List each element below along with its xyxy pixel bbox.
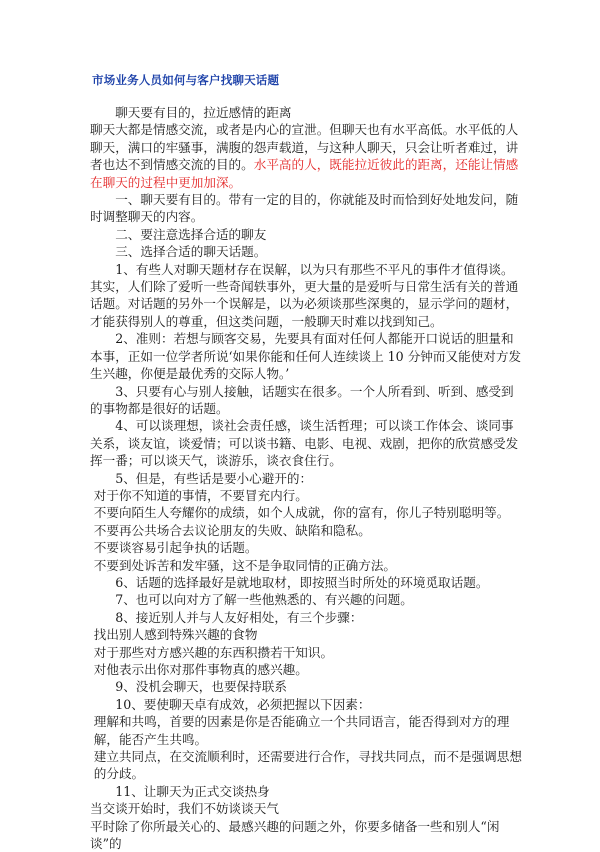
- paragraph: 5、但是，有些话是要小心避开的：: [115, 470, 313, 486]
- paragraph: 一、聊天要有目的。带有一定的目的，你就能及时而恰到好处地发问，随时调整聊天的内容。: [90, 192, 519, 225]
- paragraph: 找出别人感到特殊兴趣的食物: [93, 627, 258, 643]
- paragraph: 2、准则：若想与顾客交易，先要具有面对任何人都能开口说话的胆量和本事，正如一位学者所说‘如果你能和任何人连续谈上 10 分钟而又能使对方发生兴趣，你便是最优秀的交际人物。’: [90, 331, 522, 382]
- paragraph: 1、有些人对聊天题材存在误解，以为只有那些不平凡的事件才值得谈。其实，人们除了爱听一些奇闻轶事外，更大量的是爱听与日常生活有关的普通话题。对话题的另外一个误解是，以为必须谈那些深奥的，显示学问的题材，才能获得别人的尊重，但这类问题，一般聊天时难以找到知己。: [90, 261, 519, 329]
- paragraph: 理解和共鸣，首要的因素是你是否能确立一个共同语言，能否得到对方的理解，能否产生共鸣。: [93, 714, 510, 747]
- paragraph: 对他表示出你对那件事物真的感兴趣。: [93, 662, 308, 677]
- paragraph: 对于你不知道的事情，不要冒充内行。: [93, 487, 308, 503]
- document-title: 市场业务人员如何与客户找聊天话题: [92, 73, 280, 87]
- paragraph: 三、选择合适的聊天话题。: [115, 244, 267, 260]
- paragraph: 不要到处诉苦和发牢骚，这不是争取同情的正确方法。: [93, 557, 397, 573]
- paragraph: 平时除了你所最关心的、最感兴趣的问题之外，你要多储备一些和别人“闲谈”的: [90, 818, 500, 852]
- paragraph: 6、话题的选择最好是就地取材，即按照当时所处的环境觅取话题。: [115, 574, 489, 590]
- paragraph: 10、要使聊天卓有成效，必须把握以下因素：: [115, 696, 371, 712]
- paragraph: 不要再公共场合去议论朋友的失败、缺陷和隐私。: [93, 522, 371, 538]
- paragraph: 对于那些对方感兴趣的东西积攒若干知识。: [93, 644, 334, 660]
- paragraph: 不要向陌生人夸耀你的成绩，如个人成就，你的富有，你儿子特别聪明等。: [93, 505, 510, 521]
- highlighted-text: 水平高的人，既能拉近彼此的距离，还能让情感在聊天的过程中更加加深。: [90, 157, 519, 190]
- paragraph: 9、没机会聊天，也要保持联系: [115, 679, 287, 695]
- paragraph: 4、可以谈理想，谈社会责任感，谈生活哲理；可以谈工作体会、谈同事关系，谈友谊，谈爱情；可以谈书籍、电影、电视、戏剧，把你的欣赏感受发挥一番；可以谈天气，谈游乐，谈衣食住行。: [90, 418, 519, 469]
- paragraph: 7、也可以向对方了解一些他熟悉的、有兴趣的问题。: [115, 592, 413, 608]
- paragraph-text: 聊天大都是情感交流，或者是内心的宣泄。但聊天也有水平高低。水平低的人聊天，满口的牢骚事，满腹的怨声载道，与这种人聊天，只会让听者难过，讲者也达不到情感交流的目的。: [90, 122, 519, 173]
- paragraph: 3、只要有心与别人接触，话题实在很多。一个人所看到、听到、感受到的事物都是很好的话题。: [90, 383, 514, 416]
- paragraph: [90, 121, 522, 191]
- document-body: [90, 104, 522, 852]
- paragraph: 建立共同点，在交流顺利时，还需要进行合作，寻找共同点，而不是强调思想的分歧。: [93, 749, 522, 782]
- paragraph: 8、接近别人并与人友好相处，有三个步骤：: [115, 609, 363, 625]
- paragraph: 11、让聊天为正式交谈热身: [115, 783, 270, 799]
- paragraph: 不要谈容易引起争执的话题。: [93, 540, 258, 556]
- paragraph: 聊天要有目的，拉近感情的距离: [115, 105, 292, 120]
- paragraph: 当交谈开始时，我们不妨谈谈天气: [90, 801, 279, 817]
- paragraph: 二、要注意选择合适的聊友: [115, 226, 267, 242]
